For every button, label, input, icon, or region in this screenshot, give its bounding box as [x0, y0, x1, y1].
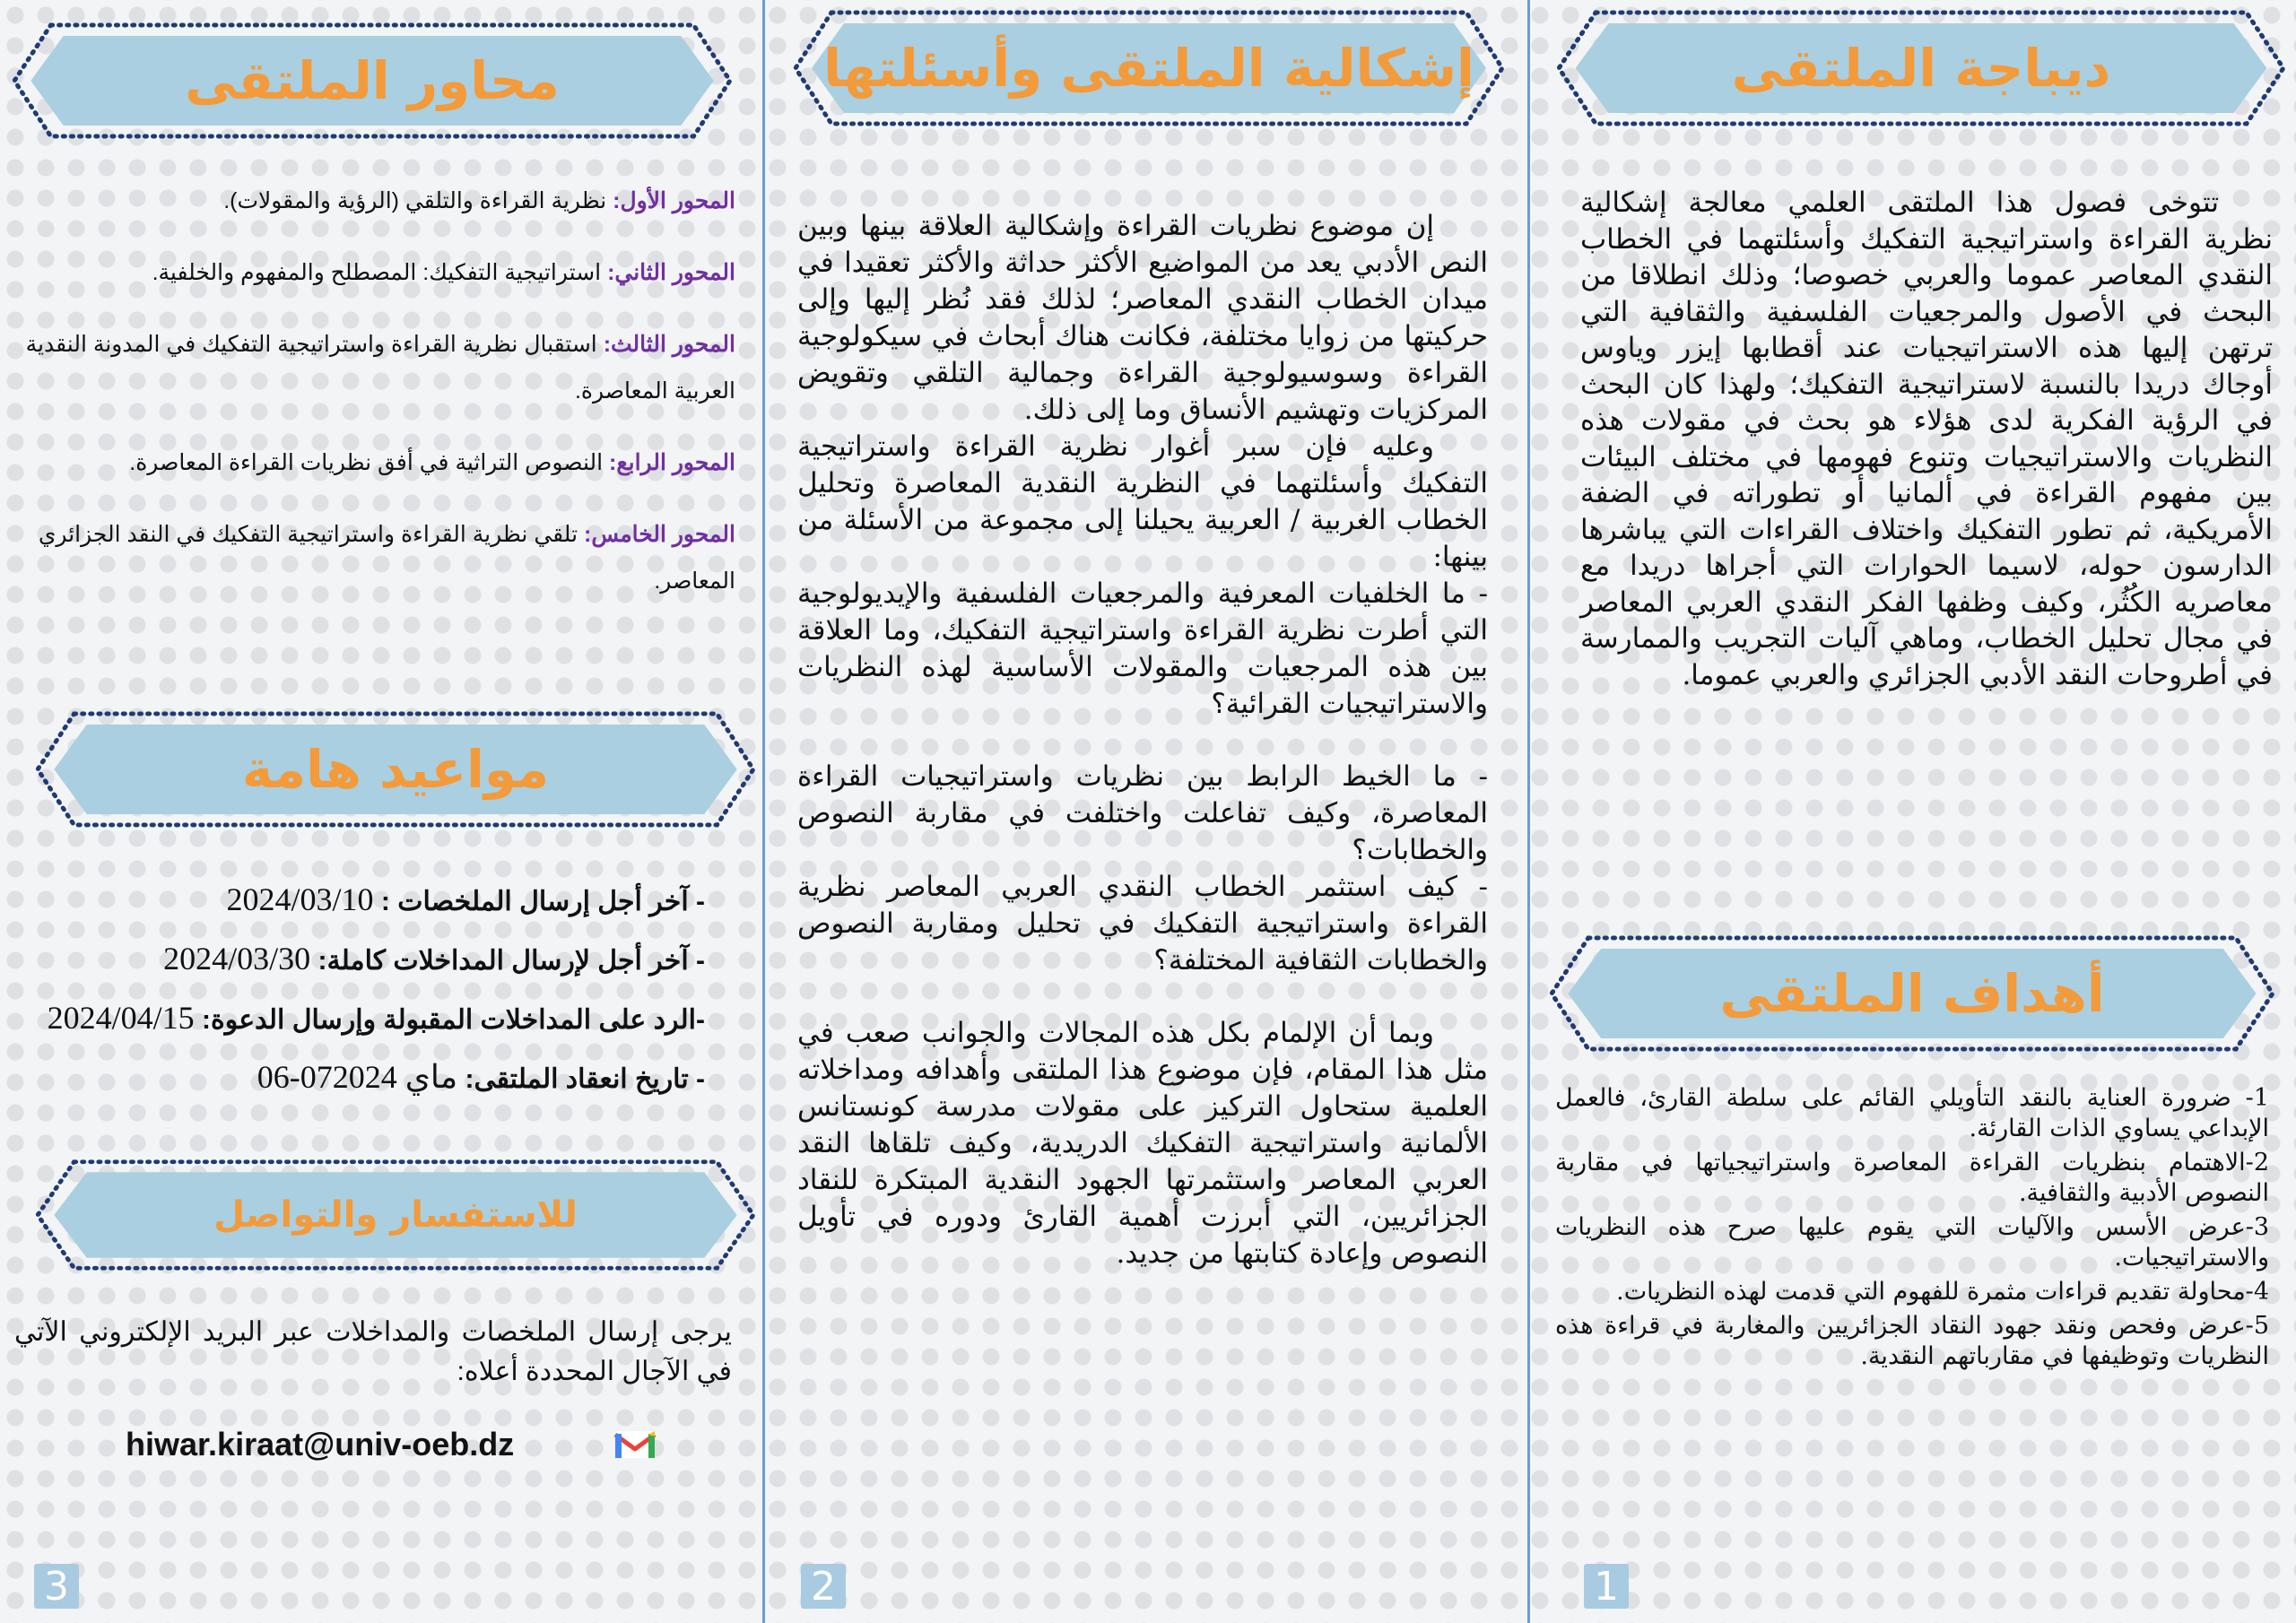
contact-text: يرجى إرسال الملخصات والمداخلات عبر البريد الإلكتروني الآتي في الآجال المحددة أعلاه: [14, 1317, 732, 1386]
axis-text: تلقي نظرية القراءة واستراتيجية التفكيك في النقد الجزائري المعاصر. [38, 522, 735, 594]
page-number: 1 [1584, 1564, 1629, 1609]
panel-preamble [1537, 0, 2296, 1623]
email-address[interactable]: hiwar.kiraat@univ-oeb.dz [126, 1426, 515, 1462]
goal-item: 4-محاولة تقديم قراءات مثمرة للفهوم التي قدمت لهذه النظريات. [1616, 1278, 2269, 1306]
axis-item [14, 321, 735, 414]
goal-item: 5-عرض وفحص ونقد جهود النقاد الجزائريين والمغاربة في قراءة هذه النظريات وتوظيفها في مقارباتهم النقدية. [1555, 1312, 2269, 1370]
gmail-icon [613, 1428, 657, 1462]
goal-item: 2-الاهتمام بنظريات القراءة المعاصرة واستراتيجياتها في مقاربة النصوص الأدبية والثقافية. [1555, 1149, 2269, 1207]
axis-item [14, 439, 735, 486]
problematic-text-block [797, 208, 1488, 1272]
dates-banner [32, 708, 759, 830]
date-label: - آخر أجل إرسال الملخصات : [380, 887, 705, 916]
contact-title: للاستفسار والتواصل [213, 1194, 578, 1236]
preamble-title: ديباجة الملتقى [1731, 38, 2111, 99]
goals-title: أهداف الملتقى [1719, 963, 2105, 1024]
date-value: 06-07ماي 2024 [257, 1059, 458, 1095]
axis-item [14, 178, 735, 224]
page-number: 2 [801, 1564, 846, 1609]
dates-title: مواعيد هامة [241, 739, 550, 800]
preamble-banner [1553, 7, 2289, 129]
axes-list [14, 178, 735, 629]
goal-item: 3-عرض الأسس والآليات التي يقوم عليها صرح هذه النظريات والاستراتيجيات. [1555, 1213, 2269, 1271]
axis-item [14, 511, 735, 604]
date-row [27, 870, 732, 929]
date-row [27, 1047, 732, 1107]
axis-text: استراتيجية التفكيك: المصطلح والمفهوم والخلفية. [152, 260, 608, 285]
axes-banner [9, 20, 735, 142]
preamble-text-block [1580, 185, 2273, 693]
page-number: 3 [34, 1564, 79, 1609]
problematic-paragraph: إن موضوع نظريات القراءة وإشكالية العلاقة بينها وبين النص الأدبي يعد من المواضيع الأكثر حداثة والأكثر تعقيدا في ميدان الخطاب النقدي المعاصر؛ لذلك فقد نُظر إليها وإلى حركيتها من زوايا مختلفة، فكانت هناك أبحاث في سيكولوجية القراءة وسوسيولوجية القراءة وجمالية التلقي وتقويض المركزيات وتهشيم الأنساق وما إلى ذلك. [797, 210, 1488, 426]
date-label: -الرد على المداخلات المقبولة وإرسال الدعوة: [202, 1005, 705, 1035]
problematic-banner [790, 7, 1508, 129]
email-row [126, 1426, 657, 1463]
axis-label: المحور الأول: [613, 188, 735, 213]
date-value: 2024/03/30 [163, 941, 311, 976]
axis-label: المحور الرابع: [609, 450, 735, 475]
axes-title: محاور الملتقى [185, 50, 560, 111]
problematic-paragraph: وعليه فإن سبر أغوار نظرية القراءة واستراتيجية التفكيك وأسئلتهما في النظرية النقدية المعاصرة وتحليل الخطاب الغربية / العربية يحيلنا إلى مجموعة من الأسئلة من بينها: [797, 430, 1488, 573]
axis-label: المحور الخامس: [584, 522, 735, 547]
dates-list [27, 870, 732, 1107]
date-row [27, 988, 732, 1047]
date-value: 2024/04/15 [47, 1000, 195, 1036]
date-label: - تاريخ انعقاد الملتقى: [465, 1064, 705, 1094]
contact-banner [32, 1157, 759, 1273]
axis-item [14, 249, 735, 296]
axis-label: المحور الثاني: [607, 260, 735, 285]
problematic-title: إشكالية الملتقى وأسئلتها [823, 38, 1474, 99]
problematic-paragraph: وبما أن الإلمام بكل هذه المجالات والجوانب صعب في مثل هذا المقام، فإن موضوع هذا الملتقى وأهدافه ومداخلاته العلمية ستحاول التركيز على مقولات مدرسة كونستانس الألمانية واستراتيجية التفكيك الدريدية، وكيف تلقاها النقد العربي المعاصر واستثمرتها الجهود النقدية المبتكرة للنقاد الجزائريين، التي أبرزت أهمية القارئ ودوره في تأويل النصوص وإعادة كتابتها من جديد. [797, 1017, 1488, 1270]
goals-list [1555, 1083, 2269, 1376]
axis-label: المحور الثالث: [603, 332, 735, 357]
question-item: - ما الخلفيات المعرفية والمرجعيات الفلسفية والإيديولوجية التي أطرت نظرية القراءة واستراتيجية التفكيك، وما العلاقة بين هذه المرجعيات والمقولات الأساسية لهذه النظريات والاستراتيجيات القرائية؟ [797, 577, 1488, 720]
axis-text: استقبال نظرية القراءة واستراتيجية التفكيك في المدونة النقدية العربية المعاصرة. [25, 332, 735, 404]
axis-text: النصوص التراثية في أفق نظريات القراءة المعاصرة. [129, 450, 610, 475]
question-item: - ما الخيط الرابط بين نظريات واستراتيجيات القراءة المعاصرة، وكيف تفاعلت واختلفت في مقاربة النصوص والخطابات؟ [797, 760, 1488, 866]
goal-item: 1- ضرورة العناية بالنقد التأويلي القائم على سلطة القارئ، فالعمل الإبداعي يساوي الذات القارئة. [1555, 1084, 2269, 1142]
axis-text: نظرية القراءة والتلقي (الرؤية والمقولات). [223, 188, 613, 213]
preamble-text: تتوخى فصول هذا الملتقى العلمي معالجة إشكالية نظرية القراءة واستراتيجية التفكيك وأسئلتهما في الخطاب النقدي المعاصر عموما والعربي خصوصا؛ وذلك انطلاقا من البحث في الأصول والمرجعيات الفلسفية والثقافية التي ترتهن إليها هذه الاستراتيجيات عند أقطابها إيزر وياوس أوجاك دريدا بالنسبة لاستراتيجية التفكيك؛ ولهذا كان البحث في الرؤية الفكرية لدى هؤلاء هو بحث في مقولات هذه النظريات والاستراتيجيات وتنوع فهومها في مختلف البيئات بين مفهوم القراءة في ألمانيا أو تطوراته في الضفة الأمريكية، ثم تطور التفكيك واختلاف القراءات التي يباشرها الدارسون حوله، لاسيما الحوارات التي أجراها دريدا مع معاصريه الكُثُر، وكيف وظفها الفكر النقدي العربي المعاصر في مجال تحليل الخطاب، وماهي آليات التجريب والممارسة في أطروحات النقد الأدبي الجزائري والعربي عموما. [1580, 187, 2273, 691]
date-label: - آخر أجل لإرسال المداخلات كاملة: [317, 946, 705, 976]
panel-axes [0, 0, 759, 1623]
date-row [27, 929, 732, 988]
question-item: - كيف استثمر الخطاب النقدي العربي المعاصر نظرية القراءة واستراتيجية التفكيك في تحليل ومقاربة النصوص والخطابات الثقافية المختلفة؟ [797, 871, 1488, 976]
panel-problematic [762, 0, 1530, 1623]
goals-banner [1546, 933, 2278, 1055]
date-value: 2024/03/10 [226, 881, 374, 917]
